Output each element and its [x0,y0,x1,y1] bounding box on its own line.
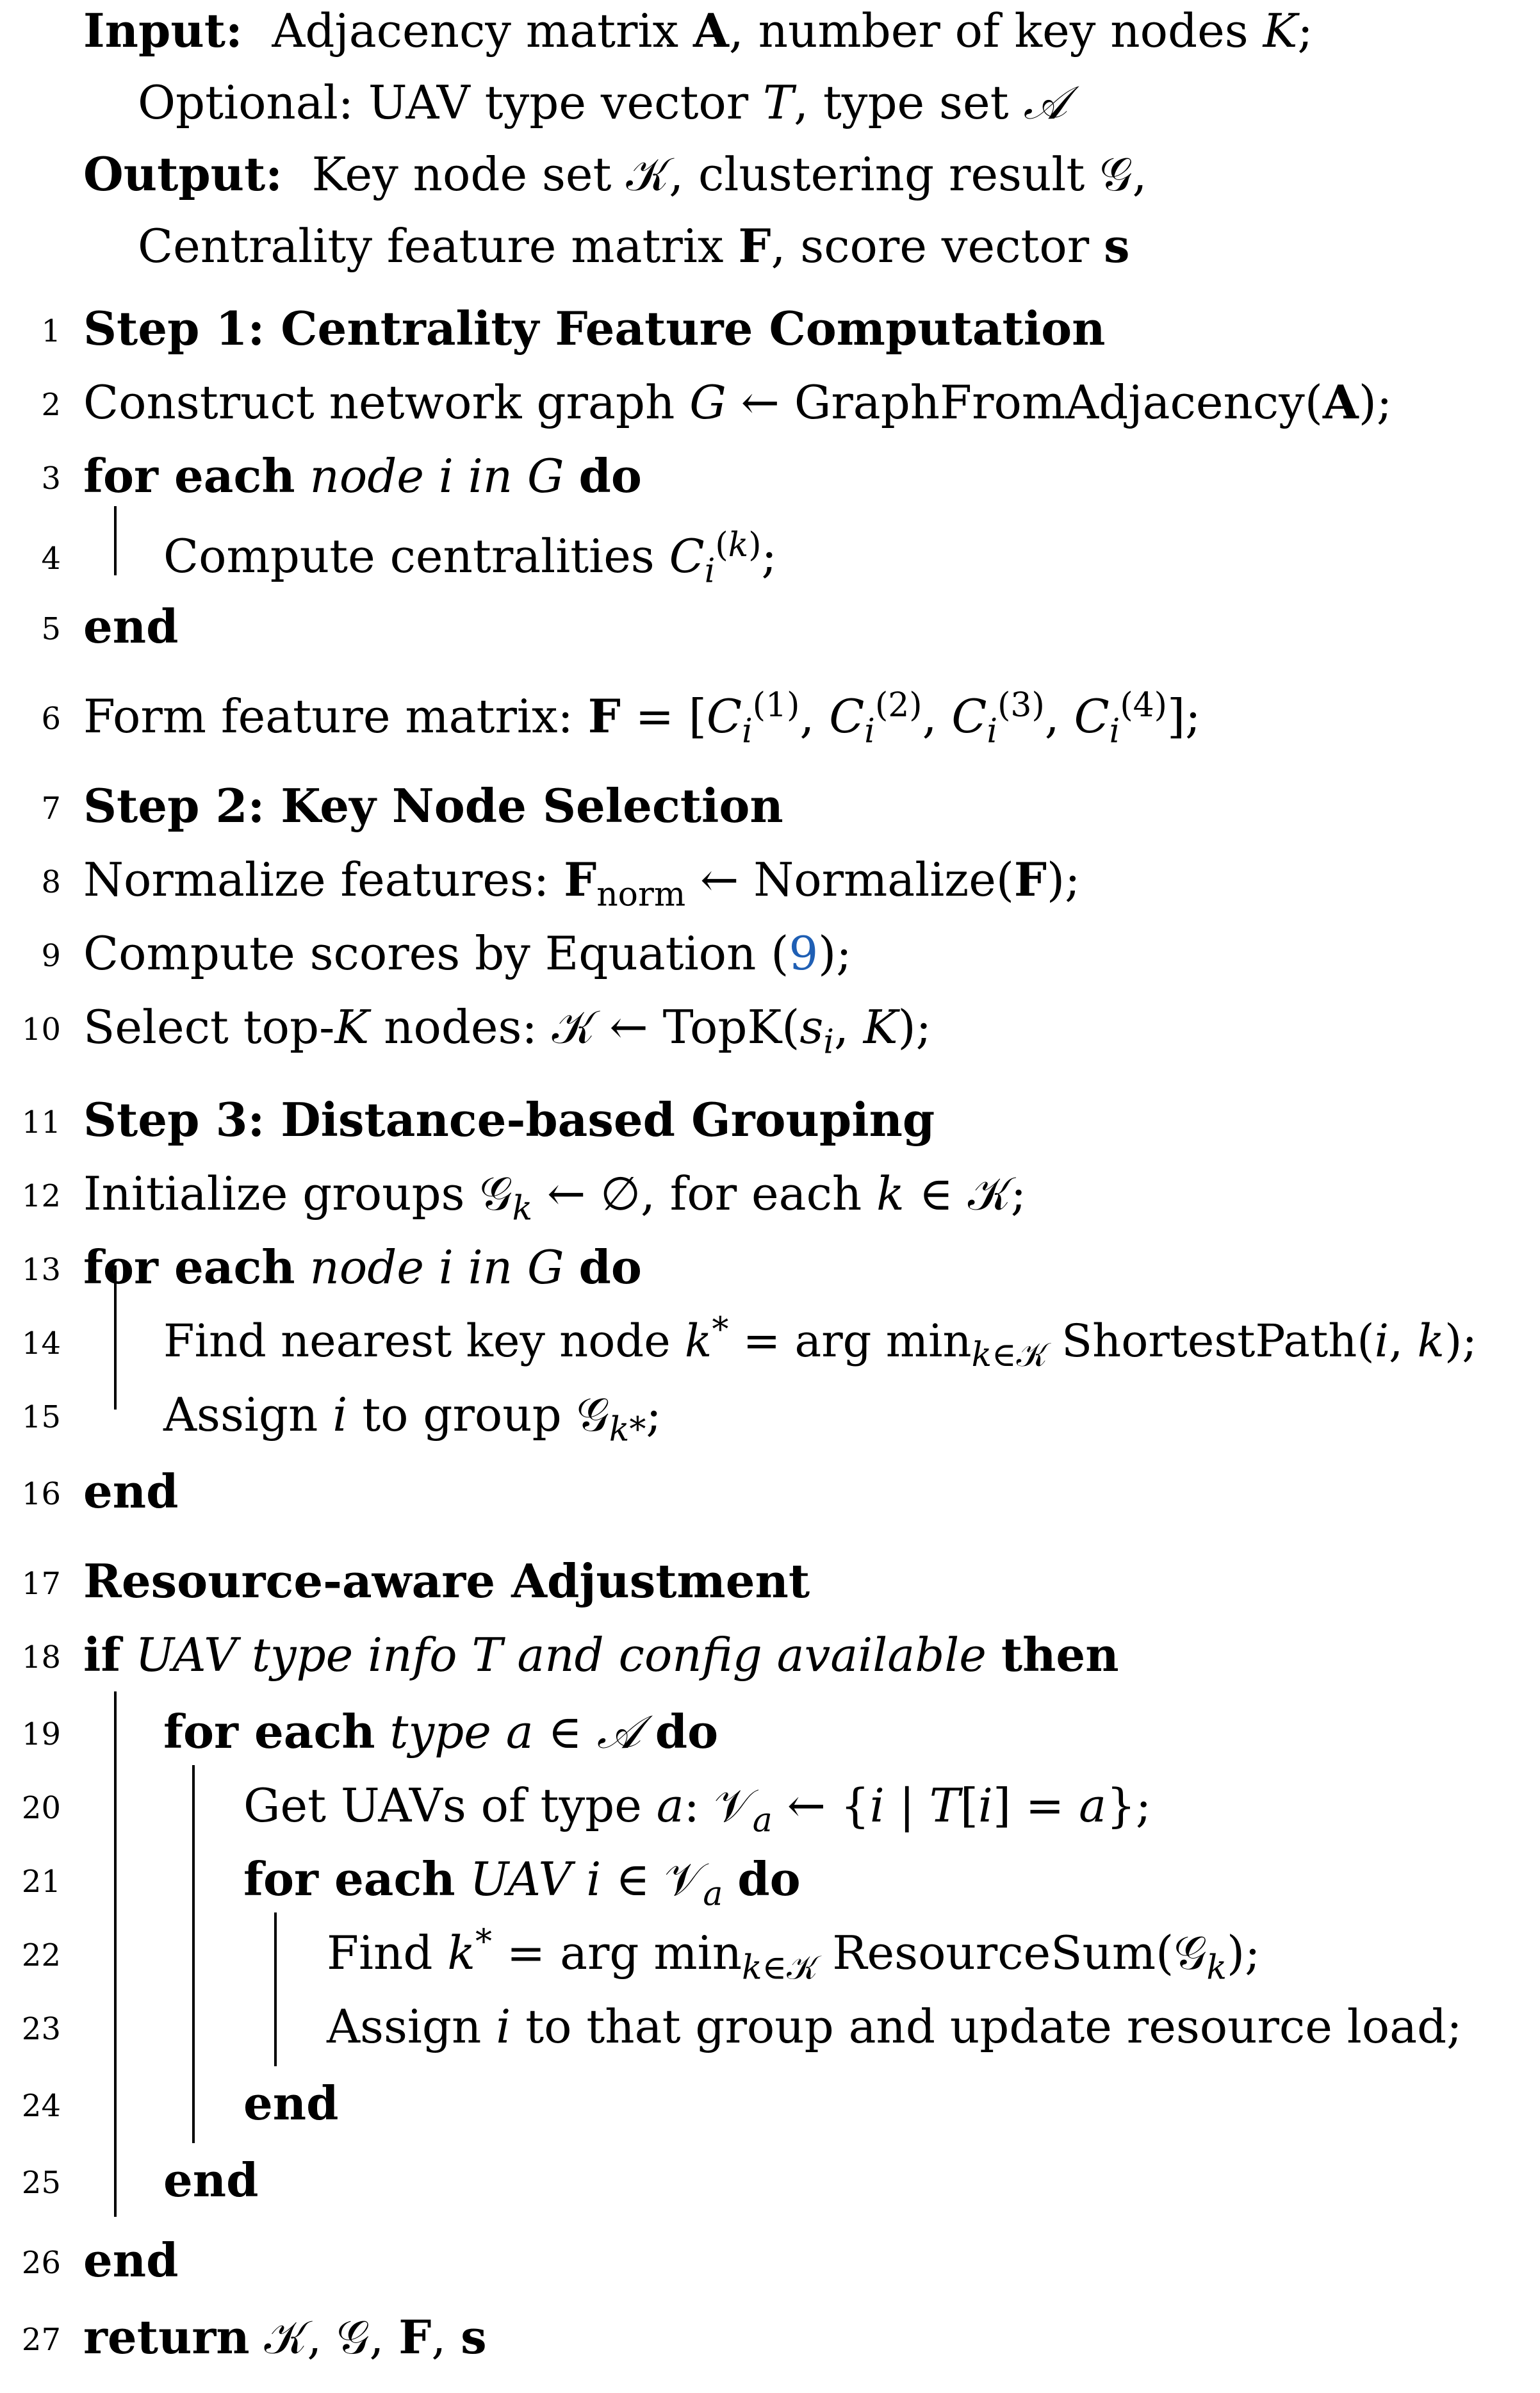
algo-line [0,519,1540,593]
line-text: Find nearest key node k* = arg $\min_{k\in 𝒦}$ ShortestPath(i, k); [163,1310,1477,1374]
line-text: Compute centralities $C_i^{(k)}$; [163,526,777,591]
line-number: 14 [21,1326,61,1361]
algo-line [0,1156,1540,1231]
line-text: Step 2: Key Node Selection [83,778,783,833]
algo-line [0,2143,1540,2217]
line-number: 20 [21,1790,61,1826]
input-text: Adjacency matrix A, number of key nodes K; [272,3,1313,58]
line-number: 19 [21,1716,61,1752]
algo-line [0,439,1540,513]
line-number: 7 [41,791,61,826]
line-text: end [83,599,179,654]
algo-line [0,1695,1540,1769]
line-text: for each type a ∈ 𝒜 do [163,1704,719,1759]
line-number: 25 [21,2165,61,2201]
line-number: 12 [21,1178,61,1214]
algo-line [0,1454,1540,1529]
line-text: Find k* = arg $\min_{k\in 𝒦}$ ResourceSum(𝒢$_k$); [327,1923,1261,1987]
input-optional: Optional: UAV type vector T, type set 𝒜 [138,76,1067,129]
line-text: Resource-aware Adjustment [83,1554,810,1608]
algo-line [0,2300,1540,2374]
algo-line [0,2223,1540,2298]
line-text: Normalize features: $F_{norm}$ ← Normalize(F); [83,852,1081,914]
line-number: 13 [21,1252,61,1288]
line-text: Select top-K nodes: 𝒦 ← $TopK(s_i$, K); [83,1000,931,1062]
algo-line [0,2066,1540,2141]
algo-line [0,1768,1540,1843]
input-line [83,5,1313,56]
line-text: Step 1: Centrality Feature Computation [83,301,1106,356]
algo-line [0,1916,1540,1990]
line-text: Form feature matrix: $F = [C_i^{(1)}$, $C_i^{(2)}$, $C_i^{(3)}$, $C_i^{(4)}$]; [83,686,1201,751]
line-number: 8 [41,864,61,900]
line-number: 27 [21,2322,61,2358]
algo-line [0,843,1540,917]
line-text: for each node i in G do [83,448,642,503]
output-label: Output: [83,147,283,201]
line-text: Assign i to group 𝒢$_{k*}$; [163,1388,662,1449]
algo-line [0,916,1540,991]
line-number: 1 [41,313,61,349]
algo-line [0,1083,1540,1157]
line-number: 11 [21,1105,61,1140]
line-text: Step 3: Distance-based Grouping [83,1092,935,1147]
line-number: 6 [41,701,61,737]
algo-line [0,1304,1540,1378]
line-number: 16 [21,1476,61,1512]
input-label: Input: [83,3,243,58]
algo-line [0,292,1540,366]
equation-ref[interactable]: 9 [789,926,819,980]
algo-line [0,365,1540,440]
line-number: 5 [41,611,61,647]
line-text: return 𝒦, 𝒢, F, s [83,2310,487,2364]
algo-line [0,1618,1540,1692]
line-text: end [163,2153,259,2207]
algo-line [0,1989,1540,2064]
line-number: 22 [21,1937,61,1973]
algo-line [0,589,1540,664]
line-text: end [83,2233,179,2287]
line-number: 18 [21,1640,61,1675]
line-text: Construct network graph G ← GraphFromAdjacency(A); [83,375,1393,429]
line-text: for each node i in G do [83,1240,642,1294]
line-number: 10 [21,1012,61,1048]
line-text: end [83,1464,179,1518]
algo-line [0,1230,1540,1304]
line-text: Get UAVs of type a: 𝒱$_a$ ← {i | T[i] = a}; [243,1779,1152,1840]
algo-line [0,679,1540,753]
line-text: end [243,2076,339,2130]
output-text: Key node set 𝒦, clustering result 𝒢, [311,147,1147,201]
algo-line [0,1842,1540,1916]
line-number: 17 [21,1566,61,1602]
line-number: 9 [41,938,61,974]
line-number: 21 [21,1864,61,1900]
line-number: 23 [21,2011,61,2047]
line-number: 26 [21,2245,61,2281]
line-number: 24 [21,2088,61,2124]
line-text: Compute scores by Equation (9); [83,926,852,980]
line-number: 15 [21,1399,61,1435]
algo-line [0,769,1540,843]
line-text: Initialize groups 𝒢$_k$ ← ∅, for each k ∈ 𝒦; [83,1167,1027,1228]
algo-line [0,1377,1540,1452]
output-cont: Centrality feature matrix F, score vector s [138,218,1130,273]
algo-line [0,1544,1540,1618]
line-text: for each UAV i ∈ 𝒱$_a$ do [243,1852,801,1914]
line-text: if UAV type info T and config available then [83,1627,1119,1682]
line-number: 4 [41,541,61,577]
output-line [83,149,1147,200]
algo-line [0,990,1540,1064]
line-number: 3 [41,461,61,497]
line-text: Assign i to that group and update resource load; [327,2000,1462,2053]
line-number: 2 [41,387,61,423]
